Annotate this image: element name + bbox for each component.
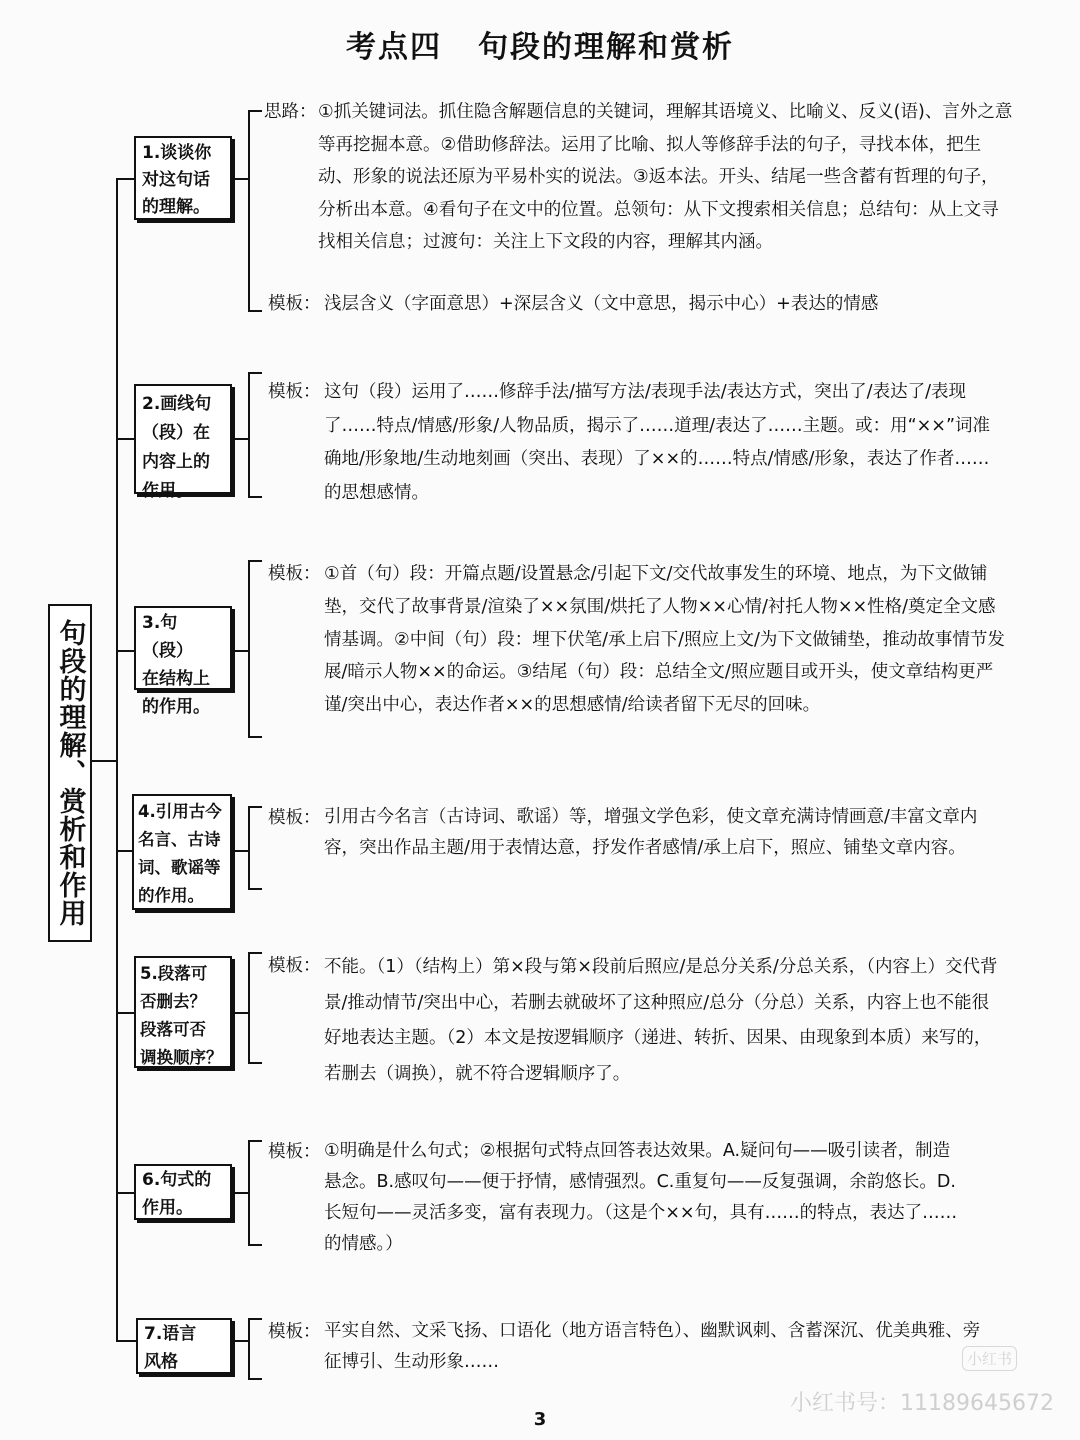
section-4-bracket — [248, 806, 262, 890]
page-number: 3 — [533, 1409, 547, 1430]
section-3-template-text: ①首（句）段：开篇点题/设置悬念/引起下文/交代故事发生的环境、地点，为下文做铺垫，交代了故事背景/渲染了××氛围/烘托了人物××心情/衬托人物××性格/奠定全文感情基调。②中间（句）段：埋下伏笔/承上启下/照应上文/为下文做铺垫，推动故事情节发展/暗示人物××的命运。③结尾（句）段：总结全文/照应题目或开头，使文章结构更严谨/突出中心，表达作者××的思想感情/给读者留下无尽的回味。 — [324, 564, 1005, 716]
section-3-bracket — [248, 560, 262, 738]
section-3-link — [232, 650, 248, 652]
section-1-node — [134, 136, 232, 220]
section-5-bracket — [248, 952, 262, 1064]
branch-connector-7 — [116, 1340, 136, 1342]
section-2-label: 2.画线句 （段）在 内容上的 作用。 — [142, 394, 212, 501]
trunk-connector — [92, 760, 116, 762]
section-2-template-text: 这句（段）运用了……修辞手法/描写方法/表现手法/表达方式，突出了/表达了/表现了……特点/情感/形象/人物品质，揭示了……道理/表达了……主题。或：用“××”词准确地/形象地/生动地刻画（突出、表现）了××的……特点/情感/形象，表达了作者……的思想感情。 — [324, 382, 991, 503]
section-4-node — [132, 794, 232, 910]
section-4-label: 4.引用古今 名言、古诗 词、歌谣等 的作用。 — [138, 802, 222, 905]
section-5-label: 5.段落可 否删去？ 段落可否 调换顺序？ — [140, 964, 223, 1067]
watermark-logo: 小红书 — [962, 1346, 1017, 1371]
section-7-bracket — [248, 1318, 262, 1380]
section-2-node — [134, 384, 232, 501]
section-2-template-label: 模板： — [268, 382, 321, 402]
section-2-bracket — [248, 372, 262, 498]
branch-connector-3 — [116, 650, 134, 652]
branch-connector-2 — [116, 438, 134, 440]
section-1-bracket — [248, 110, 262, 312]
section-1-template-label: 模板： — [268, 294, 321, 314]
section-3-node — [134, 606, 232, 717]
section-1-thinking-label: 思路： — [264, 102, 317, 122]
section-6-node — [134, 1164, 232, 1220]
section-4-link — [232, 850, 248, 852]
section-5-node — [134, 956, 232, 1068]
section-4-template-label: 模板： — [268, 808, 321, 828]
section-3-label: 3.句（段） 在结构上 的作用。 — [142, 613, 210, 717]
page-title — [0, 22, 1080, 66]
section-2-link — [232, 438, 248, 440]
title-left: 考点四 — [346, 30, 442, 65]
watermark-id: 小红书号：11189645672 — [790, 1391, 1054, 1416]
section-5-link — [232, 1012, 248, 1014]
section-1-template-text: 浅层含义（字面意思）+深层含义（文中意思，揭示中心）+表达的情感 — [324, 294, 879, 314]
branch-connector-5 — [116, 1012, 134, 1014]
section-1-link — [232, 178, 248, 180]
section-1-label: 1.谈谈你 对这句话 的理解。 — [142, 143, 212, 217]
section-3-template-label: 模板： — [268, 564, 321, 584]
section-6-bracket — [248, 1140, 262, 1246]
section-6-link — [232, 1192, 248, 1194]
section-6-template-text: ①明确是什么句式；②根据句式特点回答表达效果。A.疑问句——吸引读者，制造悬念。B.感叹句——便于抒情，感情强烈。C.重复句——反复强调，余韵悠长。D.长短句——灵活多变，富有表现力。（这是个××句，具有……的特点，表达了……的情感。） — [324, 1141, 958, 1254]
section-1-thinking-text: ①抓关键词法。抓住隐含解题信息的关键词，理解其语境义、比喻义、反义(语)、言外之意等再挖掘本意。②借助修辞法。运用了比喻、拟人等修辞手法的句子，寻找本体，把生动、形象的说法还原为平易朴实的说法。③返本法。开头、结尾一些含蓄有哲理的句子，分析出本意。④看句子在文中的位置。总领句：从下文搜索相关信息；总结句：从上文寻找相关信息；过渡句：关注上下文段的内容，理解其内涵。 — [318, 102, 1013, 253]
branch-connector-6 — [116, 1192, 134, 1194]
section-7-template-label: 模板： — [268, 1322, 321, 1342]
section-5-template-text: 不能。（1）（结构上）第×段与第×段前后照应/是总分关系/分总关系，（内容上）交代背景/推动情节/突出中心，若删去就破坏了这种照应/总分（分总）关系，内容上也不能很好地表达主题。（2）本文是按逻辑顺序（递进、转折、因果、由现象到本质）来写的，若删去（调换），就不符合逻辑顺序了。 — [324, 957, 998, 1084]
section-7-label: 7.语言 风格 — [144, 1324, 197, 1372]
trunk-vertical — [116, 178, 118, 1342]
section-7-node — [136, 1318, 232, 1374]
section-5-template-label: 模板： — [268, 956, 321, 976]
section-7-link — [232, 1340, 248, 1342]
section-4-template-text: 引用古今名言（古诗词、歌谣）等，增强文学色彩，使文章充满诗情画意/丰富文章内容，突出作品主题/用于表情达意，抒发作者感情/承上启下，照应、铺垫文章内容。 — [324, 807, 978, 858]
root-node — [48, 604, 92, 942]
section-6-template-label: 模板： — [268, 1142, 321, 1162]
branch-connector-4 — [116, 850, 132, 852]
title-right: 句段的理解和赏析 — [478, 30, 734, 65]
root-label: 句段的理解、赏析和作用 — [54, 619, 86, 927]
section-6-label: 6.句式的 作用。 — [142, 1170, 212, 1218]
branch-connector-1 — [116, 178, 134, 180]
section-7-template-text: 平实自然、文采飞扬、口语化（地方语言特色）、幽默讽刺、含蓄深沉、优美典雅、旁征博引、生动形象…… — [324, 1321, 981, 1372]
